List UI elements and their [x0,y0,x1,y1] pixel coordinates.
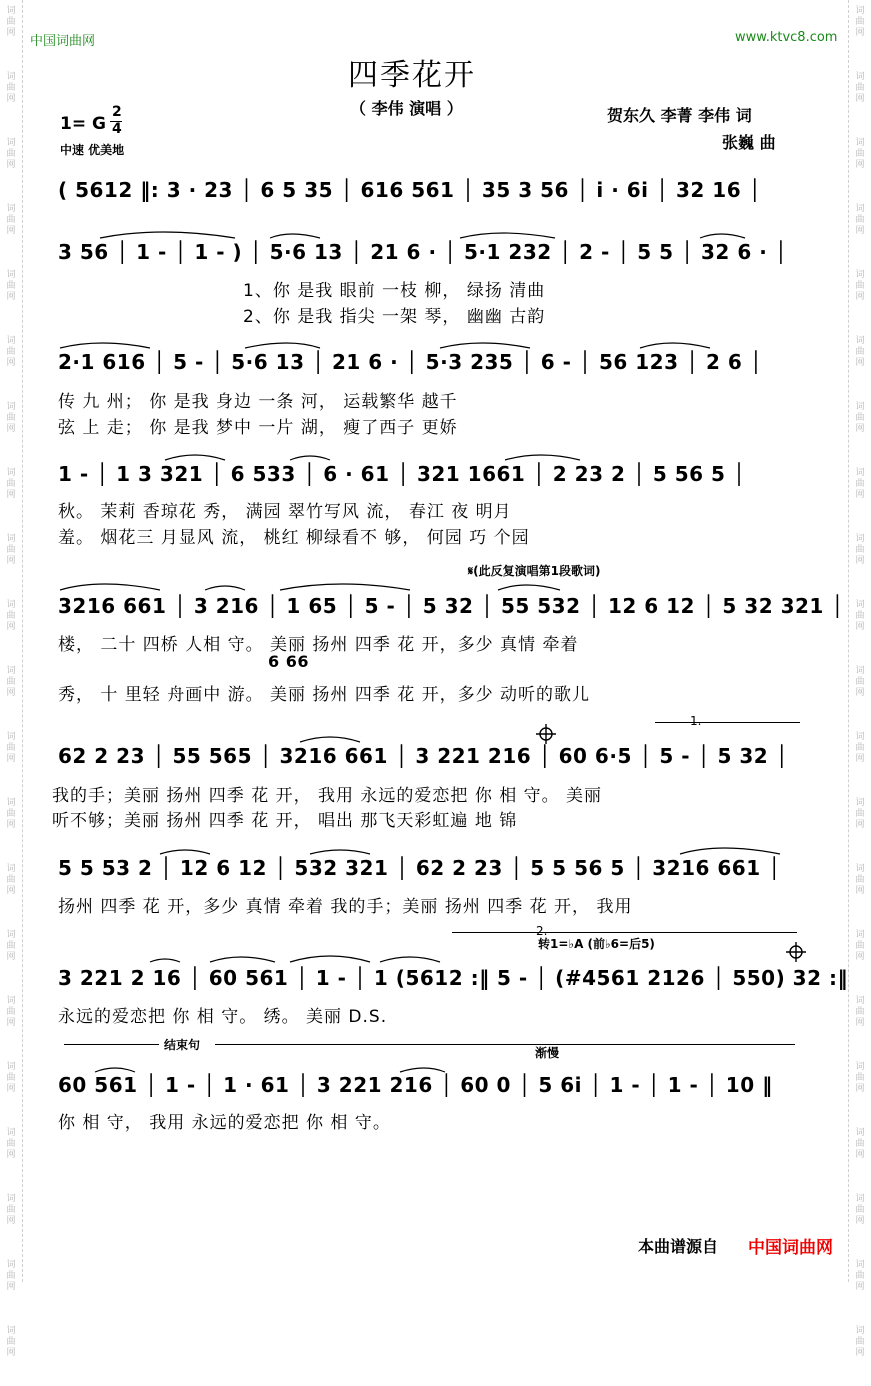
watermark-text: 词 曲 网 [6,6,16,38]
watermark-text: 词 曲 网 [855,534,865,566]
watermark-text: 词 曲 网 [6,732,16,764]
volta-1-label: 1. [690,714,702,728]
watermark-text: 词 曲 网 [6,270,16,302]
watermark-text: 词 曲 网 [6,600,16,632]
watermark-text: 词 曲 网 [855,864,865,896]
system-3-notes: 2·1 616 │ 5 - │ 5·6 13 │ 21 6 · │ 5·3 235 │ 6 - │ 56 123 │ 2 6 │ [58,350,763,374]
singer-credit: （ 李伟 演唱 ） [350,99,463,118]
system-6-lyric-verse-1: 我的手；美丽 扬州 四季 花 开， 我用 永远的爱恋把 你 相 守。 美丽 [52,786,603,806]
tempo-marking: 中速 优美地 [60,143,125,157]
modulation-marking: 转1=♭A (前♭6=后5) [538,937,655,951]
watermark-text: 词 曲 网 [855,600,865,632]
watermark-text: 词 曲 网 [6,336,16,368]
watermark-text: 词 曲 网 [6,930,16,962]
site-url-right[interactable]: www.ktvc8.com [735,30,838,45]
system-4-lyric-verse-1: 秋。 茉莉 香琼花 秀， 满园 翠竹写风 流， 春江 夜 明月 [58,502,512,522]
watermark-text: 词 曲 网 [855,666,865,698]
time-sig-bottom: 4 [112,121,122,137]
watermark-text: 词 曲 网 [6,468,16,500]
system-5-sub-notes: 6 66 [268,652,309,671]
system-3-lyric-verse-1: 传 九 州； 你 是我 身边 一条 河， 运载繁华 越千 [58,392,458,412]
watermark-text: 词 曲 网 [855,138,865,170]
composer-credit: 张巍 曲 [722,133,776,152]
watermark-text: 词 曲 网 [6,402,16,434]
system-4-lyric-verse-2: 羞。 烟花三 月显风 流， 桃红 柳绿看不 够， 何园 巧 个园 [58,528,530,548]
footer-source-site[interactable]: 中国词曲网 [748,1238,833,1258]
watermark-text: 词 曲 网 [855,6,865,38]
volta-2-label: 2. [536,924,548,938]
watermark-text: 词 曲 网 [855,732,865,764]
segno-annotation: 𝄋(此反复演唱第1段歌词) [468,564,601,578]
watermark-text: 词 曲 网 [855,336,865,368]
site-name-left[interactable]: 中国词曲网 [30,34,96,49]
lyricist-credit: 贺东久 李菁 李伟 词 [607,106,752,125]
watermark-text: 词 曲 网 [855,1128,865,1160]
system-6-lyric-verse-2: 听不够；美丽 扬州 四季 花 开， 唱出 那飞天彩虹遍 地 锦 [52,811,518,831]
system-2-lyric-verse-2: 2、你 是我 指尖 一架 琴， 幽幽 古韵 [243,307,546,327]
watermark-text: 词 曲 网 [855,930,865,962]
watermark-text: 词 曲 网 [6,204,16,236]
watermark-text: 词 曲 网 [855,798,865,830]
tempo-change-marking: 渐慢 [535,1046,560,1060]
watermark-text: 词 曲 网 [855,1194,865,1226]
system-9-lyric-verse-1: 你 相 守， 我用 永远的爱恋把 你 相 守。 [58,1113,391,1133]
system-5-lyric-verse-1: 楼， 二十 四桥 人相 守。 美丽 扬州 四季 花 开，多少 真情 牵着 [58,635,579,655]
system-7-lyric-verse-1: 扬州 四季 花 开，多少 真情 牵着 我的手；美丽 扬州 四季 花 开， 我用 [58,897,633,917]
watermark-text: 词 曲 网 [6,534,16,566]
system-8-notes: 3 221 2 16 │ 60 561 │ 1 - │ 1 (5612 :‖ 5 - │ (#4561 2126 │ 550) 32 :‖ [58,966,848,990]
watermark-text: 词 曲 网 [6,864,16,896]
watermark-text: 词 曲 网 [855,1326,865,1358]
system-8-lyric-verse-1: 永远的爱恋把 你 相 守。 绣。 美丽 D.S. [58,1007,388,1027]
watermark-text: 词 曲 网 [6,1194,16,1226]
watermark-text: 词 曲 网 [6,798,16,830]
system-7-notes: 5 5 53 2 │ 12 6 12 │ 532 321 │ 62 2 23 │ 5 5 56 5 │ 3216 661 │ [58,856,781,880]
system-4-notes: 1 - │ 1 3 321 │ 6 533 │ 6 · 61 │ 321 1661 │ 2 23 2 │ 5 56 5 │ [58,462,746,486]
system-5-notes: 3216 661 │ 3 216 │ 1 65 │ 5 - │ 5 32 │ 55 532 │ 12 6 12 │ 5 32 321 │ [58,594,844,618]
watermark-text: 词 曲 网 [855,468,865,500]
footer-source-label: 本曲谱源自 [638,1237,719,1256]
watermark-text: 词 曲 网 [6,1062,16,1094]
watermark-text: 词 曲 网 [6,1260,16,1292]
system-1-notes: ( 5612 ‖: 3 · 23 │ 6 5 35 │ 616 561 │ 35 3 56 │ i · 6i │ 32 16 │ [58,178,762,202]
system-2-notes: 3 56 │ 1 - │ 1 - ) │ 5·6 13 │ 21 6 · │ 5·1 232 │ 2 - │ 5 5 │ 32 6 · │ [58,240,788,264]
watermark-text: 词 曲 网 [6,1128,16,1160]
song-title: 四季花开 [348,58,476,93]
watermark-text: 词 曲 网 [855,996,865,1028]
key-signature: 1= G [60,114,106,134]
watermark-text: 词 曲 网 [6,666,16,698]
watermark-text: 词 曲 网 [6,996,16,1028]
system-9-notes: 60 561 │ 1 - │ 1 · 61 │ 3 221 216 │ 60 0 │ 5 6i │ 1 - │ 1 - │ 10 ‖ [58,1073,773,1097]
watermark-text: 词 曲 网 [6,72,16,104]
system-3-lyric-verse-2: 弦 上 走； 你 是我 梦中 一片 湖， 瘦了西子 更娇 [58,418,458,438]
watermark-text: 词 曲 网 [855,1062,865,1094]
system-2-lyric-verse-1: 1、你 是我 眼前 一枝 柳， 绿扬 清曲 [243,281,546,301]
watermark-text: 词 曲 网 [855,1260,865,1292]
watermark-text: 词 曲 网 [855,72,865,104]
watermark-text: 词 曲 网 [855,204,865,236]
system-6-notes: 62 2 23 │ 55 565 │ 3216 661 │ 3 221 216 │ 60 6·5 │ 5 - │ 5 32 │ [58,744,789,768]
ending-label: 结束句 [164,1038,201,1052]
watermark-text: 词 曲 网 [6,138,16,170]
system-5-lyric-verse-2: 秀， 十 里轻 舟画中 游。 美丽 扬州 四季 花 开，多少 动听的歌儿 [58,685,591,705]
watermark-text: 词 曲 网 [6,1326,16,1358]
watermark-text: 词 曲 网 [855,270,865,302]
watermark-text: 词 曲 网 [855,402,865,434]
time-sig-top: 2 [112,104,122,120]
